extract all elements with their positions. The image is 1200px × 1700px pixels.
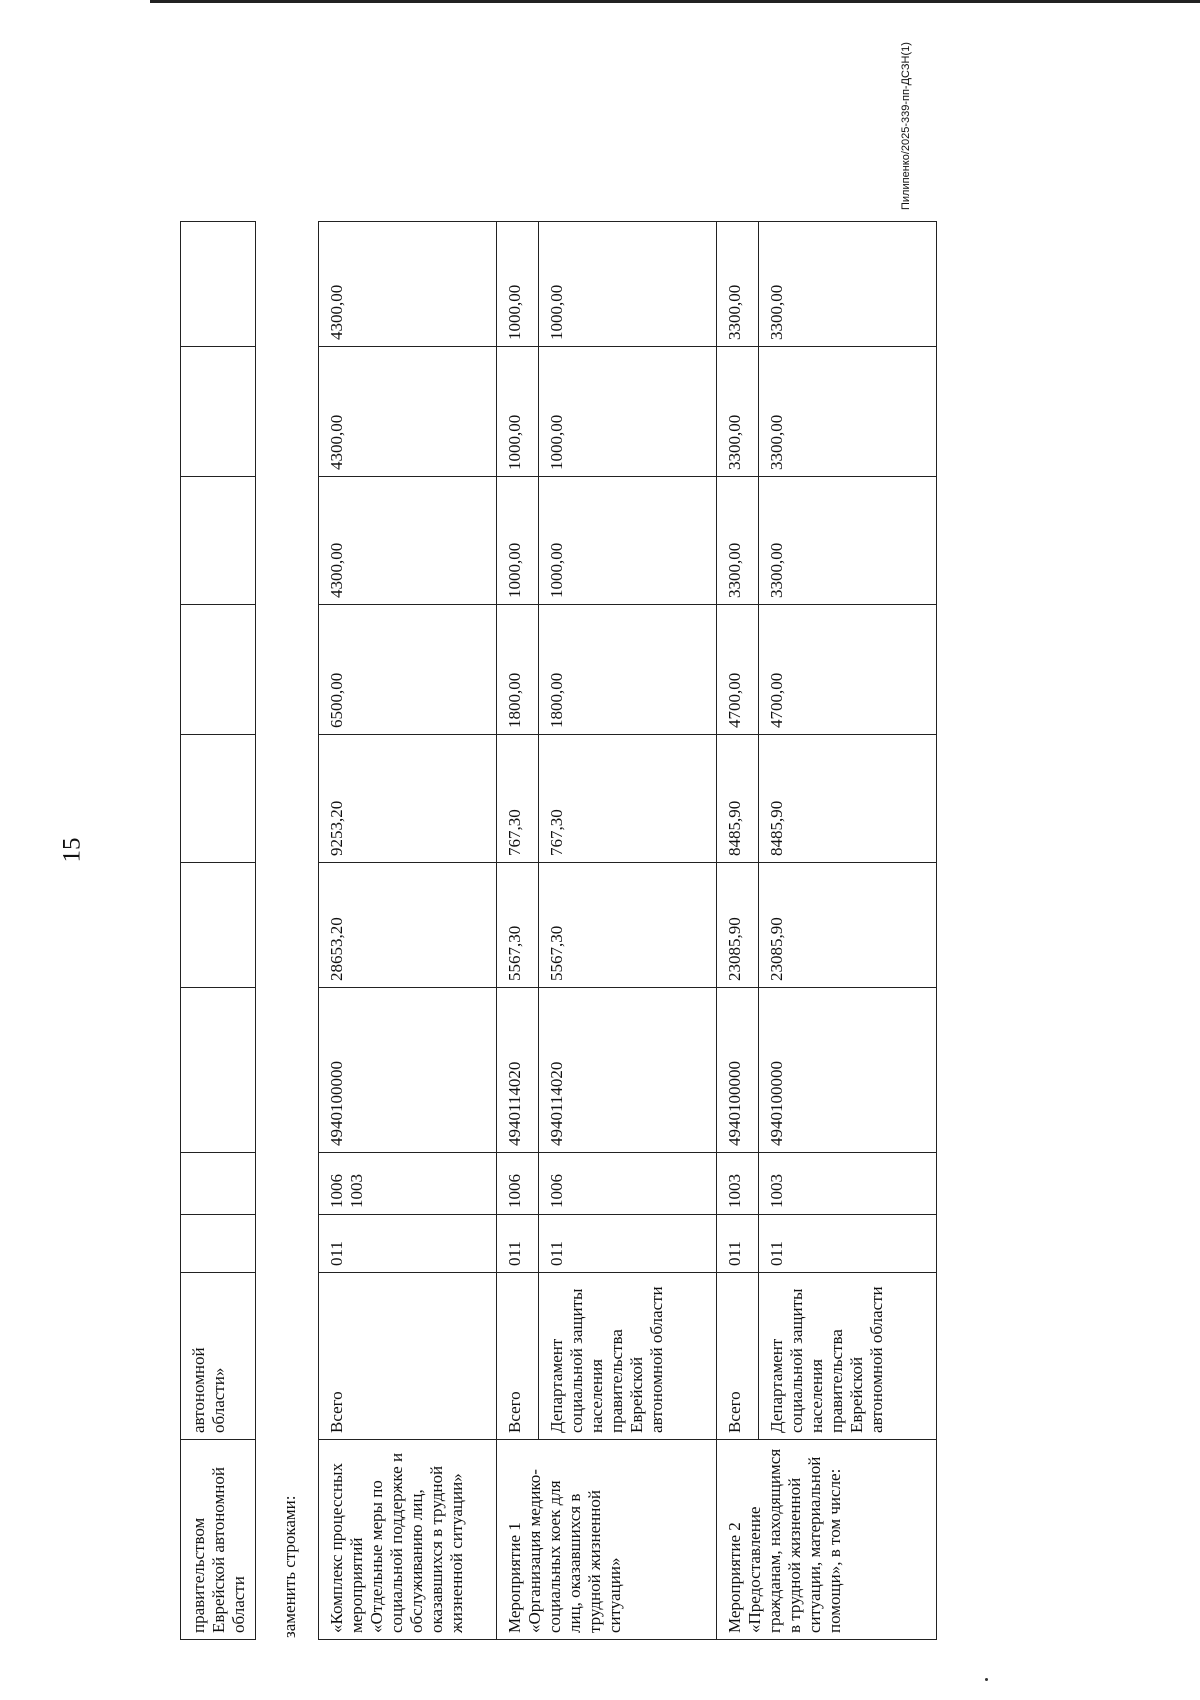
name-cell: Мероприятие 2 «Предоставление гражданам, находящимся в трудной жизненной ситуации, материальной помощи», в том числе: (717, 1440, 937, 1640)
executor-cell: Всего (497, 1273, 539, 1440)
grbs-cell: 011 (717, 1215, 759, 1273)
table-row (181, 222, 256, 1640)
value-cell: 767,30 (539, 735, 717, 863)
value-cell: 1000,00 (497, 477, 539, 605)
csr-cell: 4940100000 (759, 988, 937, 1153)
value-cell: 6500,00 (319, 605, 497, 735)
value-cell: 8485,90 (717, 735, 759, 863)
executor-cell: Всего (319, 1273, 497, 1440)
executor-cell: Департамент социальной защиты населения правительства Еврейской автономной области (539, 1273, 717, 1440)
previous-table-fragment (180, 221, 256, 1640)
value-cell: 5567,30 (497, 863, 539, 988)
value-cell: 1000,00 (539, 477, 717, 605)
grbs-cell: 011 (539, 1215, 717, 1273)
executor-cell: автономной области» (181, 1273, 256, 1440)
value-cell: 767,30 (497, 735, 539, 863)
grbs-cell: 011 (759, 1215, 937, 1273)
value-cell: 1800,00 (539, 605, 717, 735)
executor-cell: Всего (717, 1273, 759, 1440)
value-cell: 28653,20 (319, 863, 497, 988)
value-cell: 9253,20 (319, 735, 497, 863)
rzpr-cell: 1003 (759, 1153, 937, 1215)
rzpr-cell: 1006 1003 (319, 1153, 497, 1215)
value-cell: 4300,00 (319, 347, 497, 477)
value-cell: 1800,00 (497, 605, 539, 735)
value-cell: 23085,90 (759, 863, 937, 988)
table-row (759, 222, 937, 1640)
page-number: 15 (58, 837, 86, 863)
value-cell: 3300,00 (759, 222, 937, 347)
replace-instruction: заменить строками: (280, 1495, 299, 1638)
executor-cell: Департамент социальной защиты населения правительства Еврейской автономной области (759, 1273, 937, 1440)
csr-cell: 4940100000 (319, 988, 497, 1153)
csr-cell: 4940114020 (497, 988, 539, 1153)
value-cell: 4300,00 (319, 477, 497, 605)
value-cell: 8485,90 (759, 735, 937, 863)
grbs-cell: 011 (319, 1215, 497, 1273)
top-border-line (150, 0, 1200, 3)
table-row (717, 222, 759, 1640)
value-cell: 4700,00 (759, 605, 937, 735)
table-row (497, 222, 539, 1640)
name-cell: Мероприятие 1 «Организация медико-социальных коек для лиц, оказавшихся в трудной жизненной ситуации» (497, 1440, 717, 1640)
value-cell: 23085,90 (717, 863, 759, 988)
csr-cell: 4940100000 (717, 988, 759, 1153)
name-cell: правительством Еврейской автономной области (181, 1440, 256, 1640)
value-cell: 1000,00 (539, 347, 717, 477)
document-code: Пилипенко/2025-339-пп-ДСЗН(1) (900, 42, 912, 210)
name-cell: «Комплекс процессных мероприятий «Отдельные меры по социальной поддержке и обслуживанию лиц, оказавшихся в трудной жизненной ситуации» (319, 1440, 497, 1640)
csr-cell: 4940114020 (539, 988, 717, 1153)
value-cell: 3300,00 (759, 347, 937, 477)
grbs-cell: 011 (497, 1215, 539, 1273)
value-cell: 3300,00 (717, 222, 759, 347)
rzpr-cell: 1006 (497, 1153, 539, 1215)
rotated-page (0, 60, 1200, 1700)
value-cell: 5567,30 (539, 863, 717, 988)
table-row (319, 222, 497, 1640)
value-cell: 1000,00 (497, 222, 539, 347)
table-row (539, 222, 717, 1640)
value-cell: 3300,00 (759, 477, 937, 605)
value-cell: 3300,00 (717, 477, 759, 605)
value-cell: 1000,00 (539, 222, 717, 347)
rzpr-cell: 1003 (717, 1153, 759, 1215)
value-cell: 1000,00 (497, 347, 539, 477)
value-cell: 4700,00 (717, 605, 759, 735)
value-cell: 4300,00 (319, 222, 497, 347)
value-cell: 3300,00 (717, 347, 759, 477)
rzpr-cell: 1006 (539, 1153, 717, 1215)
program-table (318, 221, 937, 1640)
